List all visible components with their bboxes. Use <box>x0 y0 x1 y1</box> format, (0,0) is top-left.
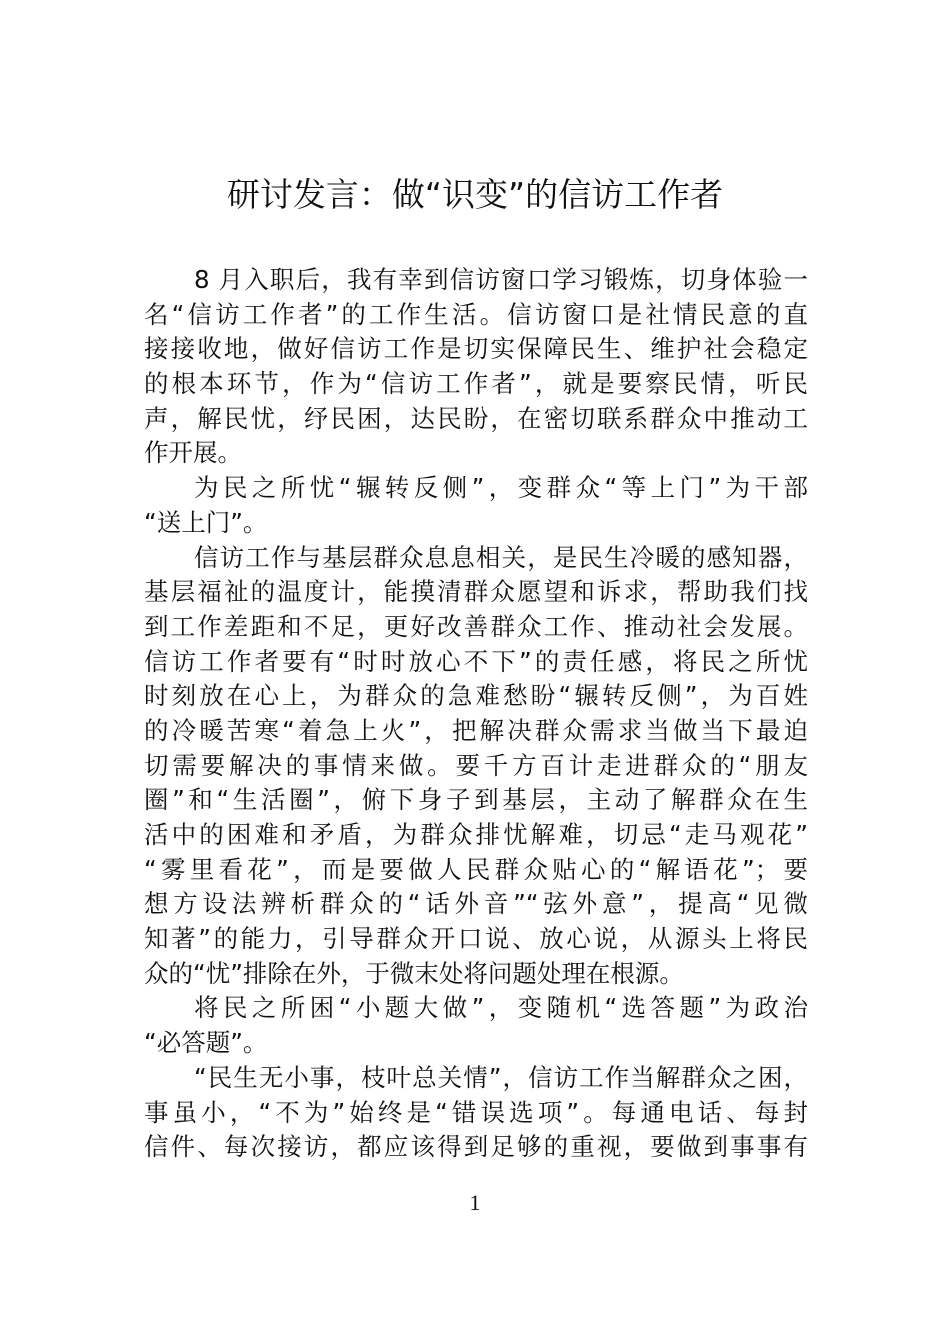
text-line: 信件、每次接访，都应该得到足够的重视，要做到事事有 <box>144 1132 808 1162</box>
text-line: “民生无小事，枝叶总关情”，信访工作当解群众之困， <box>194 1062 808 1092</box>
text-line: 时刻放在心上，为群众的急难愁盼“辗转反侧”，为百姓 <box>144 681 808 711</box>
text-line: 接接收地，做好信访工作是切实保障民生、维护社会稳定 <box>144 334 808 364</box>
text-line: 到工作差距和不足，更好改善群众工作、推动社会发展。 <box>144 611 808 641</box>
text-line: 基层福祉的温度计，能摸清群众愿望和诉求，帮助我们找 <box>144 577 808 607</box>
document-body <box>144 263 808 1165</box>
text-line: 8 月入职后，我有幸到信访窗口学习锻炼，切身体验一 <box>194 265 808 294</box>
text-line: 信访工作者要有“时时放心不下”的责任感，将民之所忧 <box>144 646 808 676</box>
text-line: “必答题”。 <box>144 1028 268 1058</box>
text-line: 众的“忧”排除在外，于微末处将问题处理在根源。 <box>144 958 684 988</box>
text-line: 圈”和“生活圈”，俯下身子到基层，主动了解群众在生 <box>144 785 808 815</box>
text-line: 的根本环节，作为“信访工作者”，就是要察民情，听民 <box>144 369 808 399</box>
text-line: 将民之所困“小题大做”，变随机“选答题”为政治 <box>194 993 808 1023</box>
text-line: 作开展。 <box>144 438 242 468</box>
text-line: 名“信访工作者”的工作生活。信访窗口是社情民意的直 <box>144 299 808 329</box>
text-line: 信访工作与基层群众息息相关，是民生冷暖的感知器， <box>194 542 808 572</box>
text-line: “送上门”。 <box>144 507 268 537</box>
text-line: 活中的困难和矛盾，为群众排忧解难，切忌“走马观花” <box>144 820 808 849</box>
page-number: 1 <box>469 1190 481 1215</box>
text-line: 想方设法辨析群众的“话外音”“弦外意”，提高“见微 <box>144 889 808 919</box>
text-line: 切需要解决的事情来做。要千方百计走进群众的“朋友 <box>144 750 808 780</box>
text-line: 事虽小，“不为”始终是“错误选项”。每通电话、每封 <box>144 1097 808 1127</box>
text-line: 知著”的能力，引导群众开口说、放心说，从源头上将民 <box>144 924 808 954</box>
text-line: 的冷暖苦寒“着急上火”，把解决群众需求当做当下最迫 <box>144 715 808 745</box>
text-line: 声，解民忧，纾民困，达民盼，在密切联系群众中推动工 <box>144 403 808 433</box>
text-line: 为民之所忧“辗转反侧”，变群众“等上门”为干部 <box>194 473 808 503</box>
document-title: 研讨发言：做“识变”的信访工作者 <box>226 175 724 214</box>
text-line: “雾里看花”，而是要做人民群众贴心的“解语花”；要 <box>144 854 808 884</box>
